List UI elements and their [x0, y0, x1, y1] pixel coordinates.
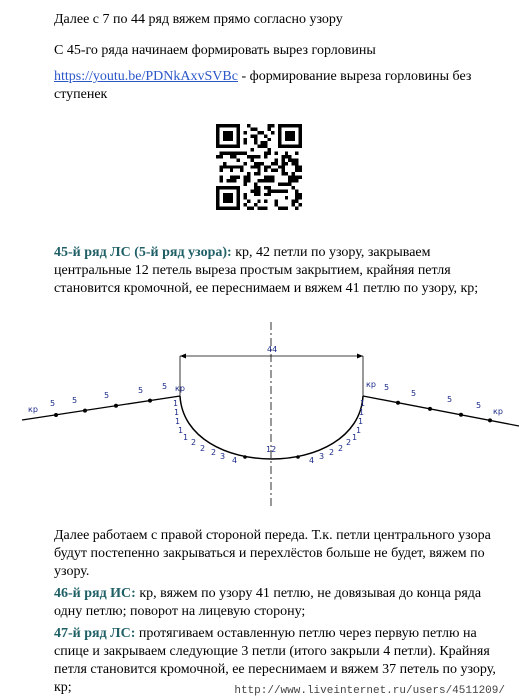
svg-text:5: 5	[50, 399, 56, 408]
row-46-instructions: кр, вяжем по узору 41 петлю, не довязывая до конца ряда одну петлю; поворот на лицевую сторону;	[54, 586, 482, 619]
row-45-instructions: кр, 42 петли по узору, закрываем центральные 12 петель выреза простым закрытием, крайняя петля становится кромочной, ее переснимаем и вяжем 41 петлю по узору, кр;	[54, 245, 479, 296]
footer-url: http://www.liveinternet.ru/users/4511209/	[234, 685, 505, 697]
left-end-kr-label: кр	[28, 405, 38, 414]
left-shoulder-line	[22, 396, 180, 420]
svg-text:5: 5	[104, 391, 110, 400]
svg-text:1: 1	[358, 417, 364, 426]
paragraph-row-45	[54, 244, 506, 298]
neckline-diagram	[0, 320, 519, 510]
svg-text:1: 1	[183, 433, 189, 442]
paragraph-right-side: Далее работаем с правой стороной переда. Т.к. петли центрального узора будут постепенно закрываться и перехлёстов больше не будет, вяжем по узору.	[54, 528, 491, 579]
svg-text:1: 1	[175, 417, 181, 426]
svg-text:3: 3	[220, 452, 226, 461]
svg-text:1: 1	[359, 408, 365, 417]
paragraph-row-46	[54, 585, 504, 621]
svg-text:2: 2	[346, 438, 352, 447]
paragraph-rows-7-44: Далее с 7 по 44 ряд вяжем прямо согласно узору	[54, 12, 343, 27]
svg-text:4: 4	[232, 456, 238, 465]
paragraph-row-45-start: С 45-го ряда начинаем формировать вырез горловины	[54, 43, 376, 58]
svg-text:4: 4	[309, 456, 315, 465]
shoulder-dots	[54, 399, 492, 423]
svg-text:1: 1	[352, 433, 358, 442]
svg-text:2: 2	[211, 448, 217, 457]
row-47-heading: 47-й ряд ЛС:	[54, 626, 136, 641]
svg-text:2: 2	[200, 444, 206, 453]
svg-text:2: 2	[191, 438, 197, 447]
svg-text:2: 2	[338, 444, 344, 453]
row-45-heading: 45-й ряд ЛС (5-й ряд узора):	[54, 245, 232, 260]
width-label: 44	[267, 345, 278, 354]
svg-text:2: 2	[329, 448, 335, 457]
svg-text:5: 5	[411, 389, 417, 398]
svg-text:1: 1	[174, 408, 180, 417]
svg-text:1: 1	[356, 426, 362, 435]
qr-code-icon	[216, 124, 302, 210]
youtube-link[interactable]: https://youtu.be/PDNkAxvSVBc	[54, 69, 238, 84]
right-kr-label: кр	[366, 380, 376, 389]
paragraph-video-link	[54, 68, 484, 104]
svg-text:5: 5	[447, 395, 453, 404]
row-47-instructions: протягиваем оставленную петлю через первую петлю на спице и закрываем следующие 3 петли (итого закрыли 4 петли). Крайняя петля становится кромочной, ее переснимаем и вяжем 37 петель по узору, кр;	[54, 626, 496, 695]
svg-text:5: 5	[162, 382, 168, 391]
svg-text:3: 3	[319, 452, 325, 461]
row-46-heading: 46-й ряд ИС:	[54, 586, 136, 601]
video-description: - формирование выреза горловины без ступенек	[54, 69, 472, 102]
svg-text:5: 5	[138, 386, 144, 395]
right-end-kr-label: кр	[493, 407, 503, 416]
svg-text:1: 1	[360, 399, 366, 408]
center-label: 12	[266, 445, 277, 454]
svg-text:1: 1	[178, 426, 184, 435]
svg-text:5: 5	[72, 396, 78, 405]
svg-text:5: 5	[384, 383, 390, 392]
svg-text:1: 1	[173, 399, 179, 408]
svg-text:5: 5	[476, 401, 482, 410]
left-kr-label: кр	[175, 384, 185, 393]
